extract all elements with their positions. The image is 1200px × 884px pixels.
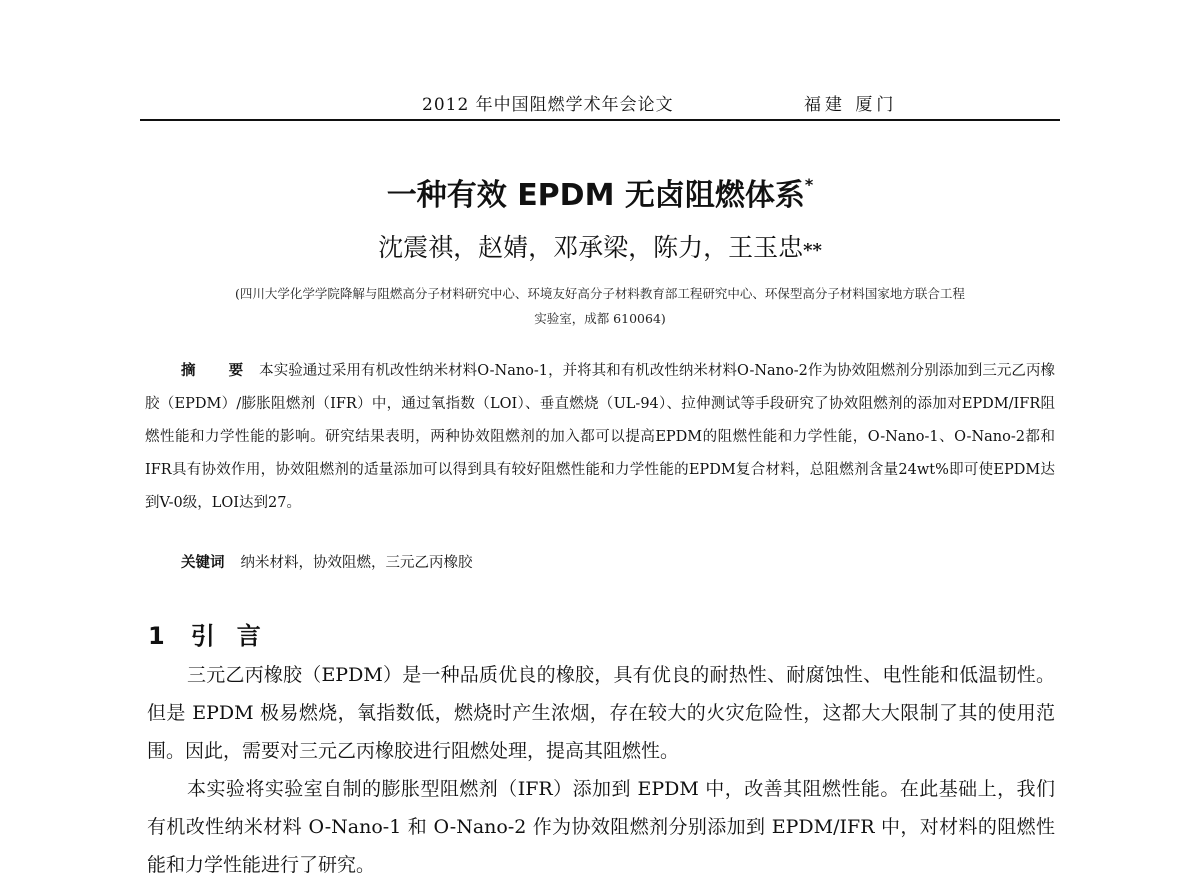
title-footnote-mark: * [804,175,814,194]
body-paragraph: 三元乙丙橡胶（EPDM）是一种品质优良的橡胶，具有优良的耐热性、耐腐蚀性、电性能和低温韧性。但是 EPDM 极易燃烧，氧指数低，燃烧时产生浓烟，存在较大的火灾危险性，这都大大限制了其的使用范围。因此，需要对三元乙丙橡胶进行阻燃处理，提高其阻燃性。 [147,664,1055,762]
abstract [145,354,1055,520]
section-heading [148,616,283,652]
author-list [140,228,1060,264]
section-body [147,656,1055,884]
corresponding-author-mark: ** [803,240,822,261]
abstract-text: 本实验通过采用有机改性纳米材料O-Nano-1，并将其和有机改性纳米材料O-Nano-2作为协效阻燃剂分别添加到三元乙丙橡胶（EPDM）/膨胀阻燃剂（IFR）中，通过氧指数（LOI）、垂直燃烧（UL-94）、拉伸测试等手段研究了协效阻燃剂的添加对EPDM/IFR阻燃性能和力学性能的影响。研究结果表明，两种协效阻燃剂的加入都可以提高EPDM的阻燃性能和力学性能，O-Nano-1、O-Nano-2都和IFR具有协效作用，协效阻燃剂的适量添加可以得到具有较好阻燃性能和力学性能的EPDM复合材料，总阻燃剂含量24wt%即可使EPDM达到V-0级，LOI达到27。 [145,363,1055,511]
section-number: 1 [148,622,165,650]
paper-title [140,170,1060,214]
body-paragraph: 本实验将实验室自制的膨胀型阻燃剂（IFR）添加到 EPDM 中，改善其阻燃性能。在此基础上，我们有机改性纳米材料 O-Nano-1 和 O-Nano-2 作为协效阻燃剂分别添加到 EPDM/IFR 中，对材料的阻燃性能和力学性能进行了研究。 [147,778,1055,876]
keywords-text: 纳米材料，协效阻燃，三元乙丙橡胶 [240,555,473,571]
conference-name: 2012 年中国阻燃学术年会论文 [422,95,674,115]
author-names: 沈震祺，赵婧，邓承梁，陈力，王玉忠 [378,233,804,262]
header-rule [140,119,1060,121]
section-title: 引言 [190,622,283,650]
running-header [140,86,1060,114]
affiliation [140,281,1060,331]
abstract-label: 摘 要 [181,362,258,379]
conference-location: 福建 厦门 [804,95,898,115]
affiliation-line-2: 实验室，成都 610064) [534,311,666,326]
keywords-label: 关键词 [181,554,225,571]
keywords [145,546,1055,580]
paper-title-text: 一种有效 EPDM 无卤阻燃体系 [386,178,805,213]
affiliation-line-1: (四川大学化学学院降解与阻燃高分子材料研究中心、环境友好高分子材料教育部工程研究中心、环保型高分子材料国家地方联合工程 [235,286,965,301]
